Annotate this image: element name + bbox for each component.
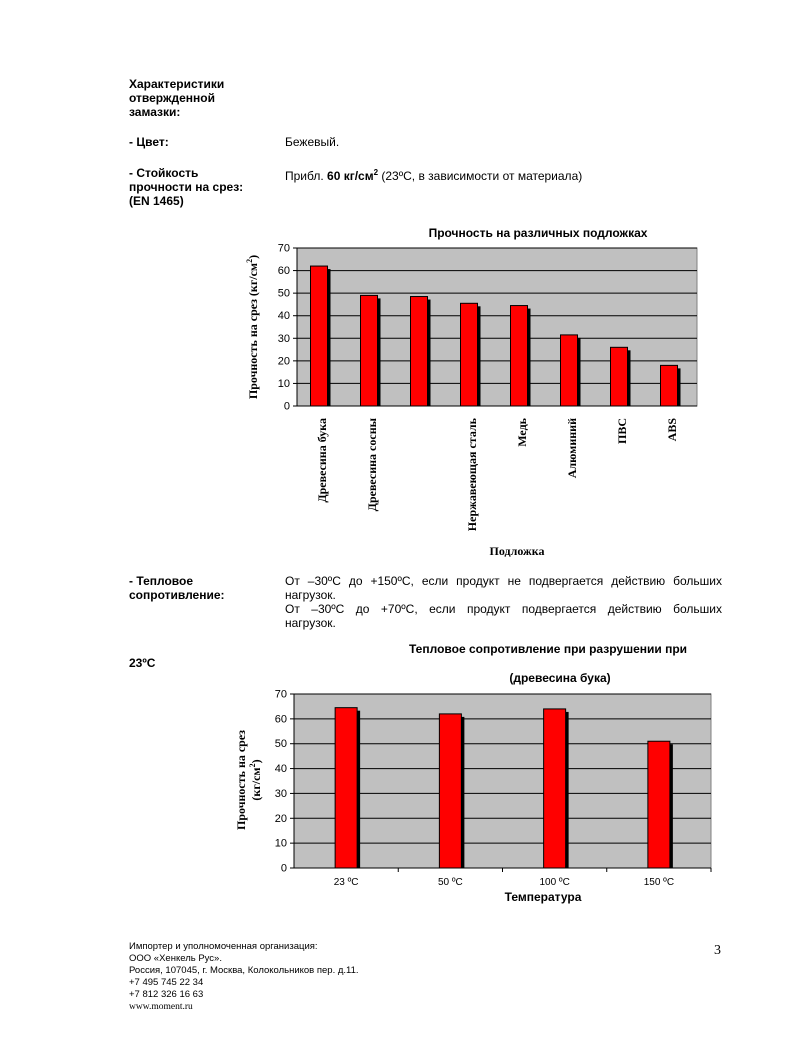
y-tick-label: 30 (277, 332, 290, 345)
y-tick-label: 60 (277, 265, 290, 278)
shear-label-line: (EN 1465) (129, 194, 184, 208)
x-tick-label: Древесина сосны (365, 418, 379, 512)
left-note: 23ºС (129, 656, 156, 670)
y-tick-label: 50 (274, 738, 287, 751)
x-tick-label: Алюминий (565, 418, 579, 479)
y-tick-label: 40 (274, 763, 287, 776)
x-tick-label: 150 ºС (643, 877, 675, 888)
shear-label-line: - Стойкость (129, 166, 199, 180)
x-tick-label: ABS (665, 418, 679, 442)
x-axis-title: Подложка (489, 544, 545, 558)
x-tick-label: Нержавеющая сталь (465, 418, 479, 532)
shear-prefix: Прибл. (285, 169, 324, 183)
bar (439, 714, 461, 868)
heat-label-line: - Тепловое (129, 574, 194, 588)
bar (361, 295, 378, 406)
y-axis-title-line2: $(кг/см^2)$ (248, 759, 263, 801)
bar (611, 347, 628, 406)
heat-line-2b: нагрузок. (285, 616, 336, 630)
bar (461, 303, 478, 406)
section-heading-line: Характеристики (129, 77, 225, 91)
y-tick-label: 0 (283, 400, 290, 413)
chart-title-line1: Тепловое сопротивление при разрушении при (408, 642, 688, 656)
heat-line-1a: От –30ºС до +150ºС, если продукт не подвергается действию больших (285, 574, 722, 588)
y-tick-label: 70 (274, 688, 287, 701)
shear-value-main: 60 кг/см (327, 169, 374, 183)
x-tick-label: ПВС (615, 418, 629, 445)
x-tick-label: Медь (515, 418, 529, 447)
chart-title: Прочность на различных подложках (428, 226, 648, 240)
heat-line-2a: От –30ºС до +70ºС, если продукт подвергается действию больших (285, 602, 722, 616)
footer-website: www.moment.ru (129, 1002, 193, 1012)
x-tick-label: 50 ºС (437, 877, 463, 888)
footer-line: +7 812 326 16 63 (129, 989, 204, 1000)
y-tick-label: 60 (274, 713, 287, 726)
chart-title-line2: (древесина бука) (509, 671, 611, 685)
y-tick-label: 40 (277, 310, 290, 323)
heat-label-line: сопротивление: (129, 588, 225, 602)
shear-label-line: прочности на срез: (129, 180, 244, 194)
y-tick-label: 70 (277, 242, 290, 255)
footer-line: Россия, 107045, г. Москва, Колокольников пер. д.11. (129, 965, 359, 976)
footer-line: +7 495 745 22 34 (129, 977, 204, 988)
y-tick-label: 0 (280, 862, 287, 875)
y-axis-title: Прочность на срез $(кг/см^2)$ (245, 254, 260, 400)
y-tick-label: 20 (277, 355, 290, 368)
y-tick-label: 30 (274, 787, 287, 800)
page-number: 3 (714, 943, 721, 958)
chart-temperature (0, 620, 801, 920)
y-tick-label: 10 (277, 377, 290, 390)
color-label: - Цвет: (129, 135, 169, 149)
bar (511, 306, 528, 406)
y-tick-label: 50 (277, 287, 290, 300)
heat-line-1b: нагрузок. (285, 588, 336, 602)
section-heading-line: отвержденной (129, 91, 215, 105)
footer (129, 941, 359, 1013)
plot-area (297, 248, 697, 406)
bar (661, 365, 678, 406)
footer-line: Импортер и уполномоченная организация: (129, 941, 318, 952)
bar (648, 741, 670, 868)
y-tick-label: 10 (274, 837, 287, 850)
footer-line: ООО «Хенкель Рус». (129, 953, 222, 964)
bar (311, 266, 328, 406)
shear-value-sup: 2 (373, 168, 379, 177)
x-tick-label: Древесина бука (315, 418, 329, 503)
bar (411, 297, 428, 406)
bar (544, 709, 566, 868)
shear-suffix: (23ºС, в зависимости от материала) (381, 169, 583, 183)
heat-label (129, 574, 225, 602)
color-value: Бежевый. (285, 135, 340, 149)
y-tick-label: 20 (274, 812, 287, 825)
bar (561, 335, 578, 406)
x-tick-label: 100 ºС (539, 877, 570, 888)
y-axis-title-line1: Прочность на срез (234, 729, 248, 831)
section-heading-line: замазки: (129, 105, 181, 119)
x-tick-label: 23 ºС (333, 877, 359, 888)
x-axis-title: Температура (504, 890, 582, 904)
bar (335, 708, 357, 868)
